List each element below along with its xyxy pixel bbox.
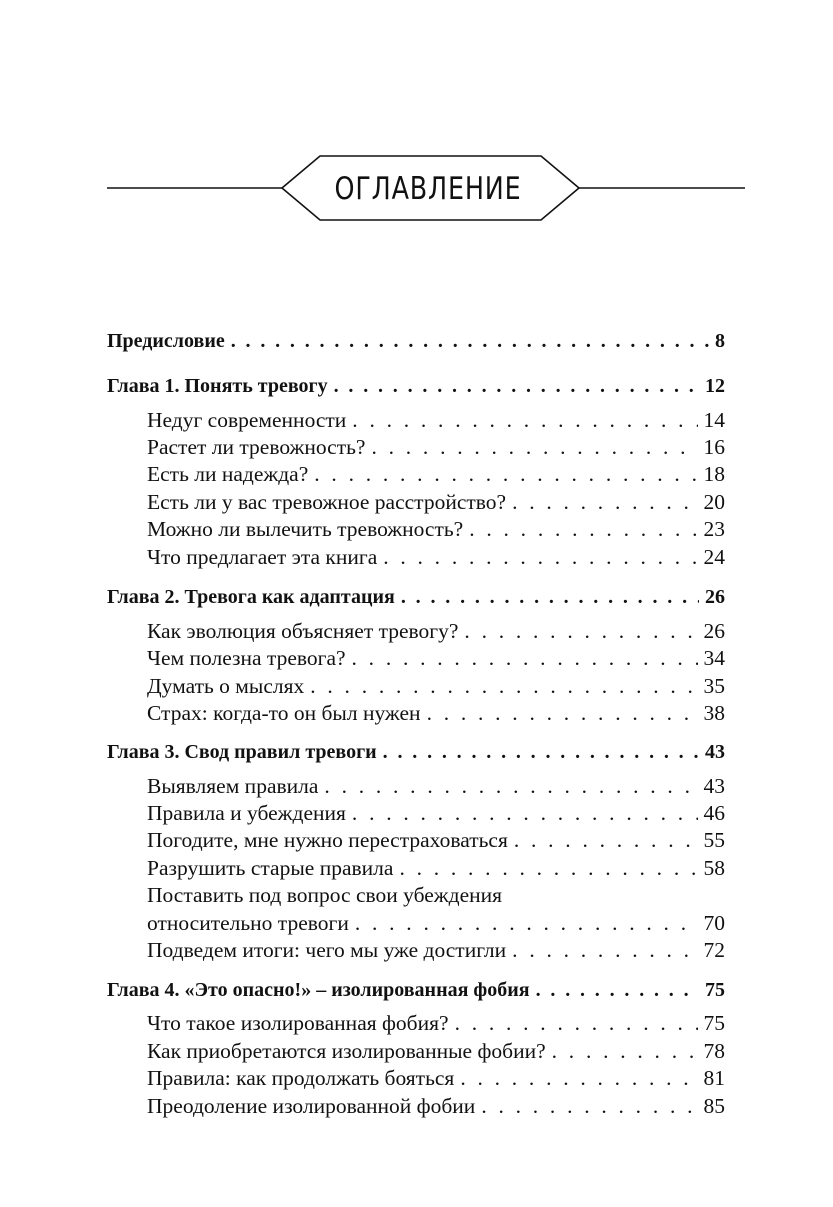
page-title: ОГЛАВЛЕНИЕ bbox=[334, 171, 522, 207]
toc-section-page: 75 bbox=[703, 1011, 725, 1035]
leader-dots bbox=[401, 583, 699, 611]
toc-chapter-2[interactable] bbox=[107, 583, 725, 611]
leader-dots bbox=[481, 1092, 697, 1120]
toc-section-title: Есть ли надежда? bbox=[147, 462, 309, 486]
toc-section[interactable] bbox=[147, 433, 725, 461]
leader-dots bbox=[427, 699, 698, 727]
toc-section-page: 78 bbox=[703, 1039, 725, 1063]
toc-chapter-4[interactable] bbox=[107, 976, 725, 1004]
leader-dots bbox=[324, 772, 697, 800]
toc-section-title: Растет ли тревожность? bbox=[147, 435, 366, 459]
leader-dots bbox=[455, 1009, 698, 1037]
toc-section-title: Погодите, мне нужно перестраховаться bbox=[147, 828, 508, 852]
toc-section-title: Как приобретаются изолированные фобии? bbox=[147, 1039, 546, 1063]
toc-section[interactable] bbox=[147, 909, 725, 937]
toc-section-page: 55 bbox=[703, 828, 725, 852]
toc-section[interactable] bbox=[147, 460, 725, 488]
toc-section[interactable] bbox=[147, 699, 725, 727]
leader-dots bbox=[399, 854, 697, 882]
toc-section[interactable] bbox=[147, 772, 725, 800]
toc-section[interactable] bbox=[147, 826, 725, 854]
leader-dots bbox=[371, 433, 697, 461]
toc-section[interactable] bbox=[147, 1064, 725, 1092]
leader-dots bbox=[334, 372, 699, 400]
leader-dots bbox=[352, 406, 697, 434]
leader-dots bbox=[383, 738, 699, 766]
toc-section-page: 81 bbox=[703, 1066, 725, 1090]
leader-dots bbox=[310, 672, 697, 700]
leader-dots bbox=[355, 909, 698, 937]
toc-section-page: 20 bbox=[703, 490, 725, 514]
toc-section[interactable] bbox=[147, 854, 725, 882]
toc-entry-preface[interactable] bbox=[107, 327, 725, 355]
toc-section-page: 18 bbox=[703, 462, 725, 486]
toc-section-title: Что такое изолированная фобия? bbox=[147, 1011, 449, 1035]
toc-section-page: 24 bbox=[703, 545, 725, 569]
toc-entry-page: 8 bbox=[715, 330, 725, 352]
toc-section-title: Разрушить старые правила bbox=[147, 856, 394, 880]
toc-section-title: Думать о мыслях bbox=[147, 674, 305, 698]
leader-dots bbox=[464, 617, 697, 645]
toc-section-page: 58 bbox=[703, 856, 725, 880]
leader-dots bbox=[314, 460, 697, 488]
toc-section-page: 16 bbox=[703, 435, 725, 459]
toc-section[interactable] bbox=[147, 406, 725, 434]
toc-section[interactable] bbox=[147, 488, 725, 516]
leader-dots bbox=[352, 799, 698, 827]
toc-chapter-page: 43 bbox=[705, 741, 725, 763]
toc-section[interactable] bbox=[147, 936, 725, 964]
toc-section-page: 43 bbox=[703, 774, 725, 798]
toc-section[interactable] bbox=[147, 1092, 725, 1120]
leader-dots bbox=[512, 488, 697, 516]
toc-section-title: Преодоление изолированной фобии bbox=[147, 1094, 476, 1118]
toc-section-title: Недуг современности bbox=[147, 408, 347, 432]
toc-section[interactable] bbox=[147, 543, 725, 571]
toc-chapter-title: Глава 3. Свод правил тревоги bbox=[107, 741, 377, 763]
toc-chapter-page: 26 bbox=[705, 586, 725, 608]
toc-chapter-title: Глава 2. Тревога как адаптация bbox=[107, 586, 395, 608]
toc-chapter-page: 12 bbox=[705, 375, 725, 397]
toc-section[interactable] bbox=[147, 1037, 725, 1065]
toc-section-title: Поставить под вопрос свои убеждения bbox=[147, 883, 503, 907]
toc-section-title: Чем полезна тревога? bbox=[147, 646, 346, 670]
leader-dots bbox=[383, 543, 697, 571]
toc-section-page: 72 bbox=[703, 938, 725, 962]
toc-section-title: Правила: как продолжать бояться bbox=[147, 1066, 455, 1090]
toc-section-title: Подведем итоги: чего мы уже достигли bbox=[147, 938, 507, 962]
toc-section-title: Что предлагает эта книга bbox=[147, 545, 378, 569]
toc-section-page: 35 bbox=[703, 674, 725, 698]
toc-chapter-page: 75 bbox=[705, 979, 725, 1001]
toc-chapter-3[interactable] bbox=[107, 738, 725, 766]
leader-dots bbox=[514, 826, 698, 854]
leader-dots bbox=[552, 1037, 698, 1065]
toc-section-title: Страх: когда-то он был нужен bbox=[147, 701, 421, 725]
toc-section-title: Как эволюция объясняет тревогу? bbox=[147, 619, 459, 643]
toc-section-page: 14 bbox=[703, 408, 725, 432]
toc-chapter-1[interactable] bbox=[107, 372, 725, 400]
toc-section[interactable] bbox=[147, 515, 725, 543]
toc-section-title: Можно ли вылечить тревожность? bbox=[147, 517, 464, 541]
toc-section-page: 70 bbox=[703, 911, 725, 935]
leader-dots bbox=[469, 515, 697, 543]
toc-section-title-continued: относительно тревоги bbox=[147, 911, 349, 935]
leader-dots bbox=[231, 327, 709, 355]
toc-section[interactable] bbox=[147, 672, 725, 700]
toc-entry-title: Предисловие bbox=[107, 330, 225, 352]
leader-dots bbox=[352, 644, 698, 672]
toc-section-page: 46 bbox=[703, 801, 725, 825]
toc-chapter-title: Глава 4. «Это опасно!» – изолированная фобия bbox=[107, 979, 530, 1001]
toc-section-title: Есть ли у вас тревожное расстройство? bbox=[147, 490, 507, 514]
leader-dots bbox=[460, 1064, 697, 1092]
toc-section-page: 85 bbox=[703, 1094, 725, 1118]
toc-section-first-line[interactable] bbox=[147, 881, 725, 909]
toc-section-title: Правила и убеждения bbox=[147, 801, 346, 825]
toc-section-page: 34 bbox=[703, 646, 725, 670]
toc-section-page: 26 bbox=[703, 619, 725, 643]
toc-section-page: 23 bbox=[703, 517, 725, 541]
toc-section[interactable] bbox=[147, 644, 725, 672]
toc-chapter-title: Глава 1. Понять тревогу bbox=[107, 375, 328, 397]
toc-section[interactable] bbox=[147, 1009, 725, 1037]
leader-dots bbox=[512, 936, 697, 964]
toc-section-title: Выявляем правила bbox=[147, 774, 319, 798]
toc-section[interactable] bbox=[147, 617, 725, 645]
toc-section[interactable] bbox=[147, 799, 725, 827]
leader-dots bbox=[536, 976, 699, 1004]
toc-section-page: 38 bbox=[703, 701, 725, 725]
